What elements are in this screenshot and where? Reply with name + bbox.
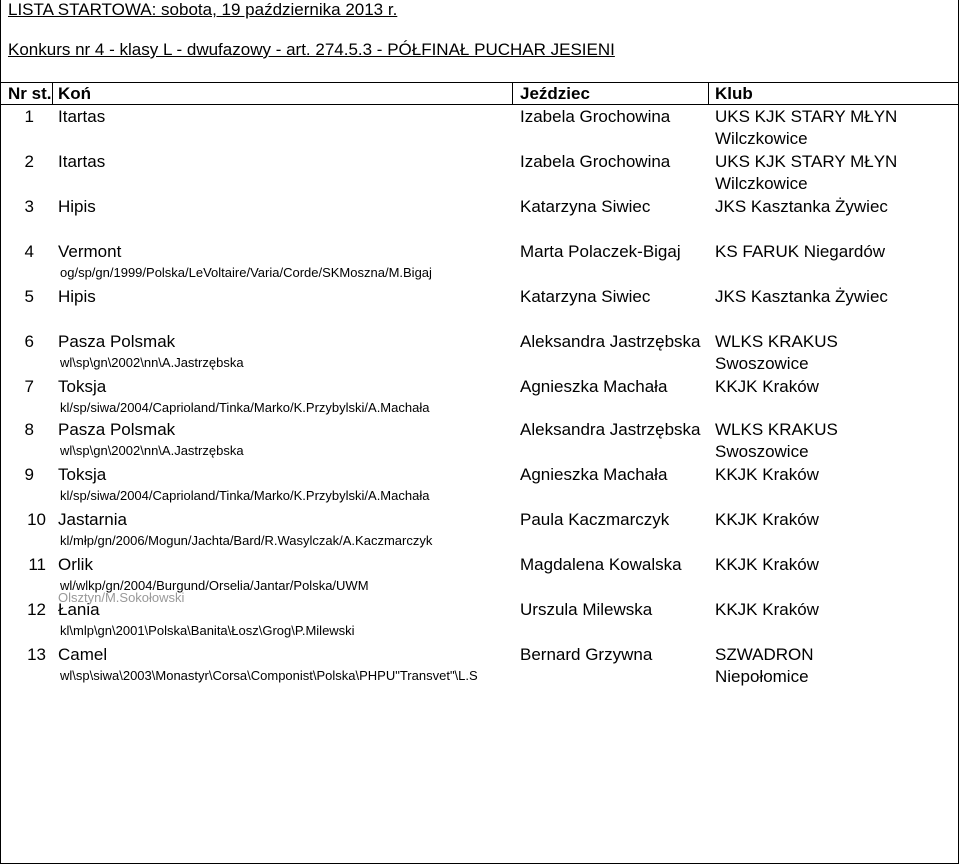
club-name: UKS KJK STARY MŁYN (715, 107, 898, 126)
horse-name: Jastarnia (58, 510, 127, 529)
club-name: JKS Kasztanka Żywiec (715, 197, 888, 216)
start-number: 13 (27, 645, 46, 664)
club-name: KKJK Kraków (715, 600, 819, 619)
horse-info: wl\sp\gn\2002\nn\A.Jastrzębska (60, 443, 244, 458)
header-divider-1 (52, 82, 53, 104)
club-name: JKS Kasztanka Żywiec (715, 287, 888, 306)
horse-info: wl\sp\gn\2002\nn\A.Jastrzębska (60, 355, 244, 370)
rider-name: Agnieszka Machała (520, 377, 668, 396)
horse-info: kl/sp/siwa/2004/Caprioland/Tinka/Marko/K.Przybylski/A.Machała (60, 488, 430, 503)
column-header-horse: Koń (58, 84, 92, 103)
start-number: 8 (24, 420, 34, 439)
table-top-border (0, 82, 958, 83)
rider-name: Izabela Grochowina (520, 107, 671, 126)
club-name: SZWADRON (715, 645, 814, 664)
column-header-rider: Jeździec (520, 84, 590, 103)
rider-name: Katarzyna Siwiec (520, 287, 651, 306)
rider-name: Katarzyna Siwiec (520, 197, 651, 216)
horse-name: Camel (58, 645, 108, 664)
rider-name: Aleksandra Jastrzębska (520, 420, 701, 439)
horse-name: Orlik (58, 555, 93, 574)
horse-name: Pasza Polsmak (58, 332, 176, 351)
club-name: KKJK Kraków (715, 510, 819, 529)
horse-info: kl/sp/siwa/2004/Caprioland/Tinka/Marko/K.Przybylski/A.Machała (60, 400, 430, 415)
column-header-club: Klub (715, 84, 753, 103)
header-divider-2 (512, 82, 513, 104)
rider-name: Bernard Grzywna (520, 645, 653, 664)
club-location: Niepołomice (715, 667, 809, 686)
horse-info: wl/wlkp/gn/2004/Burgund/Orselia/Jantar/Polska/UWM (60, 578, 369, 593)
horse-name: Hipis (58, 287, 96, 306)
horse-info: og/sp/gn/1999/Polska/LeVoltaire/Varia/Corde/SKMoszna/M.Bigaj (60, 265, 432, 280)
start-number: 12 (27, 600, 46, 619)
club-name: KKJK Kraków (715, 377, 819, 396)
horse-info: wl\sp\siwa\2003\Monastyr\Corsa\Componist\Polska\PHPU"Transvet"\L.S (60, 668, 478, 683)
rider-name: Aleksandra Jastrzębska (520, 332, 701, 351)
column-header-nr: Nr st. (8, 84, 52, 103)
rider-name: Izabela Grochowina (520, 152, 671, 171)
club-location: Wilczkowice (715, 129, 808, 148)
start-number: 7 (24, 377, 34, 396)
club-location: Swoszowice (715, 354, 809, 373)
horse-name: Toksja (58, 377, 107, 396)
start-number: 9 (24, 465, 34, 484)
horse-info: kl\mlp\gn\2001\Polska\Banita\Łosz\Grog\P.Milewski (60, 623, 355, 638)
competition-subtitle: Konkurs nr 4 - klasy L - dwufazowy - art. 274.5.3 - PÓŁFINAŁ PUCHAR JESIENI (8, 40, 615, 59)
page-title: LISTA STARTOWA: sobota, 19 października 2013 r. (8, 0, 398, 19)
horse-info: kl/młp/gn/2006/Mogun/Jachta/Bard/R.Wasylczak/A.Kaczmarczyk (60, 533, 433, 548)
rider-name: Marta Polaczek-Bigaj (520, 242, 681, 261)
start-number: 11 (28, 555, 46, 574)
club-name: KKJK Kraków (715, 555, 819, 574)
start-number: 2 (24, 152, 34, 171)
rider-name: Paula Kaczmarczyk (520, 510, 670, 529)
rider-name: Magdalena Kowalska (520, 555, 682, 574)
horse-name: Łania (58, 600, 100, 619)
rider-name: Urszula Milewska (520, 600, 653, 619)
horse-name: Hipis (58, 197, 96, 216)
horse-name: Toksja (58, 465, 107, 484)
horse-name: Itartas (58, 107, 106, 126)
club-name: UKS KJK STARY MŁYN (715, 152, 898, 171)
start-number: 4 (24, 242, 34, 261)
club-name: KS FARUK Niegardów (715, 242, 886, 261)
start-number: 10 (27, 510, 46, 529)
horse-name: Pasza Polsmak (58, 420, 176, 439)
start-number: 3 (24, 197, 34, 216)
rider-name: Agnieszka Machała (520, 465, 668, 484)
header-divider-3 (708, 82, 709, 104)
header-bottom-border (0, 104, 958, 105)
horse-name: Itartas (58, 152, 106, 171)
start-number: 1 (24, 107, 34, 126)
club-name: KKJK Kraków (715, 465, 819, 484)
horse-name: Vermont (58, 242, 122, 261)
start-number: 6 (24, 332, 34, 351)
start-number: 5 (24, 287, 34, 306)
club-location: Wilczkowice (715, 174, 808, 193)
overflow-text-fragment: Olsztyn/M.Sokołowski (58, 590, 185, 605)
club-name: WLKS KRAKUS (715, 420, 838, 439)
club-location: Swoszowice (715, 442, 809, 461)
club-name: WLKS KRAKUS (715, 332, 838, 351)
